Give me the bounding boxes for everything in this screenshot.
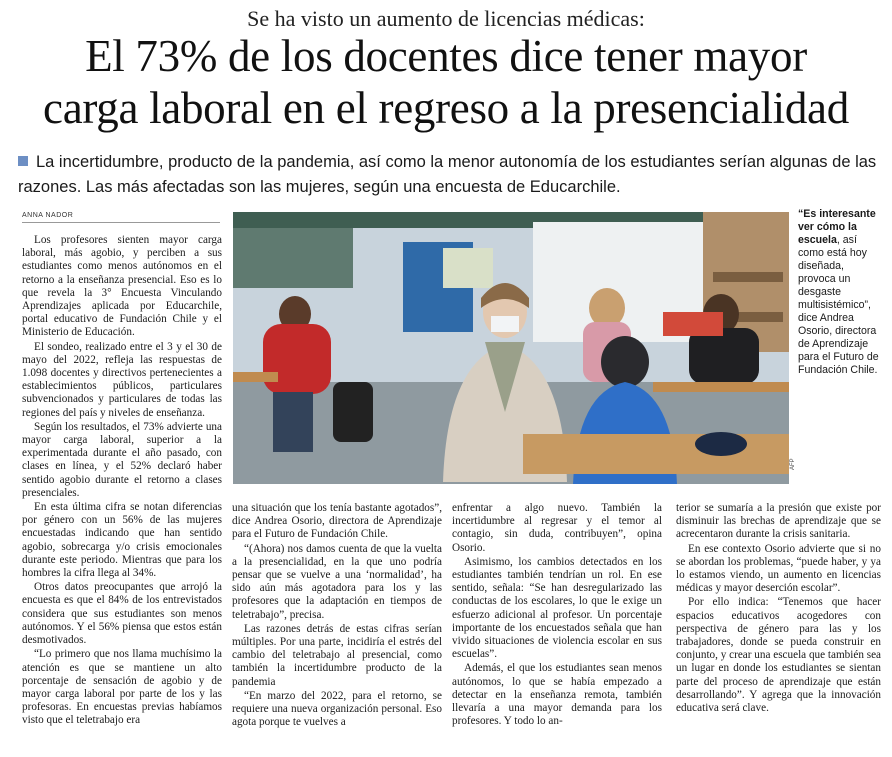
article-column-1: [22, 234, 222, 728]
classroom-photo: [233, 212, 789, 484]
paragraph: Según los resultados, el 73% advierte una mayor carga laboral, superior a la experimentada durante el año pasado, con clases en línea, y el 52% declaró haber sentido agobio durante el retorno a clases presenciales.: [22, 420, 222, 499]
paragraph: terior se sumaría a la presión que existe por disminuir las brechas de aprendizaje que se acrecentaron durante la crisis sanitaria.: [676, 502, 881, 541]
photo-credit: AFP: [790, 458, 796, 470]
paragraph: Otros datos preocupantes que arrojó la encuesta es que el 84% de los entrevistados considera que sus estudiantes son menos autónomos. Y el 56% piensa que estos están desmotivados.: [22, 581, 222, 647]
paragraph: Asimismo, los cambios detectados en los estudiantes también tendrían un rol. En ese sentido, señala: “Se han desregularizado las conductas de los escolares, lo que le exige un esfuerzo adicional al profesor. Un porcentaje importante de los encuestados señala que han vivido situaciones de violencia escolar en sus escuelas”.: [452, 555, 662, 661]
caption-bold: “Es interesante ver cómo la escuela: [798, 208, 876, 246]
paragraph: enfrentar a algo nuevo. También la incertidumbre al regresar y el temor al contagio, sin duda, contribuyen”, opina Osorio.: [452, 502, 662, 554]
paragraph: El sondeo, realizado entre el 3 y el 30 de mayo del 2022, refleja las respuestas de 1.098 docentes y directivos pertenecientes a establecimientos públicos, particulares subvencionados y particulares de todas las regiones del país y niveles de enseñanza.: [22, 340, 222, 419]
headline: [0, 30, 892, 134]
headline-line-1: El 73% de los docentes dice tener mayor: [85, 31, 807, 81]
article-column-4: [676, 502, 881, 715]
article-column-3: [452, 502, 662, 728]
byline-divider: [22, 222, 220, 223]
paragraph: Por ello indica: “Tenemos que hacer espacios educativos acogedores con perspectiva de género para las y los trabajadores, donde se pueda construir en conjunto, y crear una escuela que también sea un lugar en donde los estudiantes se sientan parte del proceso de aprendizaje que están desarrollando”. Y agrega que la innovación educativa será clave.: [676, 596, 882, 715]
dek: [18, 150, 880, 200]
paragraph: Los profesores sienten mayor carga laboral, más agobio, y perciben a sus estudiantes como menos autónomos en el retorno a la enseñanza presencial. Eso es lo que revela la 3° Encuesta Vinculando Aprendizajes aplicada por Educarchile, portal educativo de Fundación Chile y el Ministerio de Educación.: [22, 234, 222, 339]
paragraph: una situación que los tenía bastante agotados”, dice Andrea Osorio, directora de Aprendizaje para el Futuro de Fundación Chile.: [232, 502, 442, 541]
paragraph: Además, el que los estudiantes sean menos autónomos, lo que se había empezado a detectar en la enseñanza remota, también llevaría a una mayor demanda para los profesores. Y todo lo an-: [452, 662, 662, 728]
headline-line-2: carga laboral en el regreso a la presencialidad: [43, 83, 849, 133]
caption-text: , así como está hoy diseñada, provoca un desgaste multisistémico”, dice Andrea Osorio, directora de Aprendizaje para el Futuro de Fundación Chile.: [798, 234, 879, 376]
paragraph: “(Ahora) nos damos cuenta de que la vuelta a la presencialidad, en la que uno podría pensar que se vuelve a una ‘normalidad’, ha sido aún más agotadora para los y las profesores que la adaptación en tiempos de teletrabajo”, precisa.: [232, 542, 442, 621]
paragraph: “En marzo del 2022, para el retorno, se requiere una nueva organización personal. Eso agota porque te vuelves a: [232, 689, 442, 729]
paragraph: Las razones detrás de estas cifras serían múltiples. Por una parte, incidiría el estrés del cambio del teletrabajo al presencial, como también la incertidumbre producto de la pandemia: [232, 622, 442, 688]
kicker: Se ha visto un aumento de licencias médicas:: [247, 6, 645, 31]
article-column-2: [232, 502, 442, 729]
dek-text: La incertidumbre, producto de la pandemia, así como la menor autonomía de los estudiantes serían algunas de las razones. Las más afectadas son las mujeres, según una encuesta de Educarchile.: [18, 153, 877, 196]
paragraph: En ese contexto Osorio advierte que si no se abordan los problemas, “puede haber, y ya lo estamos viendo, un aumento en licencias médicas y mayor deserción escolar”.: [676, 542, 881, 595]
paragraph: En esta última cifra se notan diferencias por género con un 56% de las mujeres encuestadas indicando que han sentido agobio, sobrecarga y/o crisis emocionales durante este periodo. Mientras que para los hombres la cifra llega al 34%.: [22, 501, 222, 580]
paragraph: “Lo primero que nos llama muchísimo la atención es que se mantiene un alto porcentaje de sensación de agobio y de mayor carga laboral por parte de los y las profesoras. En encuestas previas habíamos visto que el teletrabajo era: [22, 648, 222, 727]
photo-caption-quote: [798, 208, 882, 377]
square-bullet-icon: [18, 156, 28, 166]
byline: ANNA NADOR: [22, 212, 74, 219]
classroom-illustration: [233, 212, 789, 484]
